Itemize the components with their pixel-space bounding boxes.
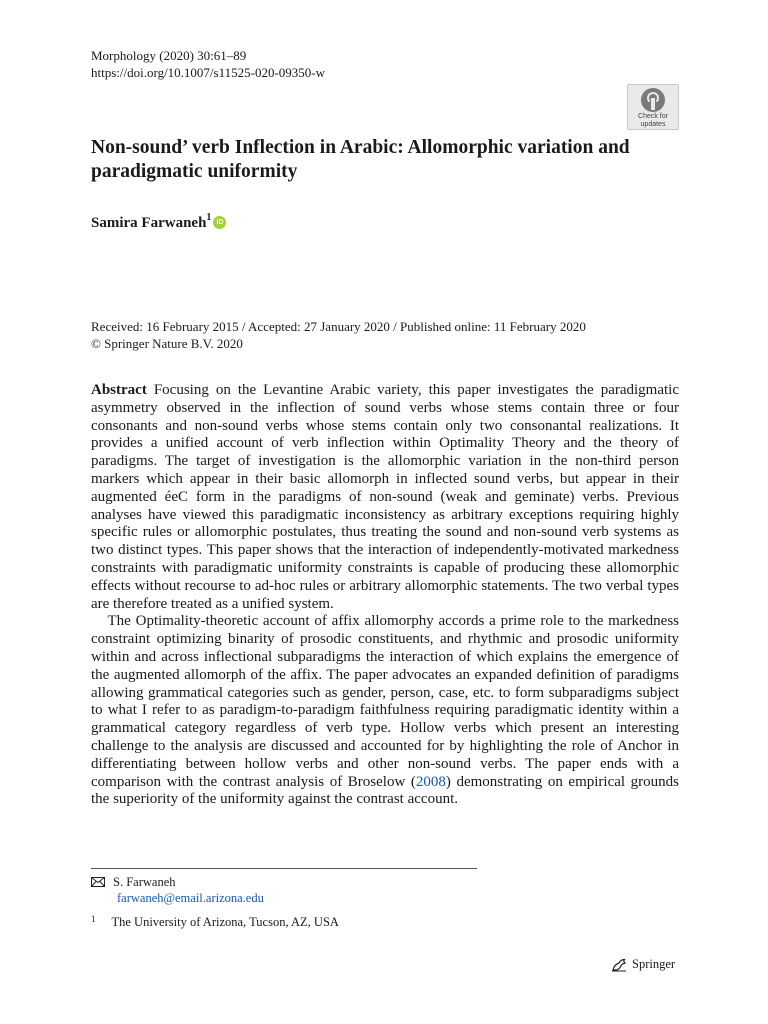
doi-link[interactable]: https://doi.org/10.1007/s11525-020-09350-w: [91, 65, 325, 80]
abstract-paragraph-1: [91, 382, 679, 613]
abstract-paragraph-2: [91, 613, 679, 809]
publisher-name: Springer: [632, 957, 676, 971]
orcid-icon[interactable]: [213, 216, 226, 229]
journal-header: [91, 47, 325, 81]
crossmark-badge[interactable]: [627, 84, 679, 130]
article-title: Non-sound’ verb Inflection in Arabic: Allomorphic variation and paradigmatic uniformity: [91, 137, 630, 182]
correspondent-name: S. Farwaneh: [113, 875, 176, 889]
email-link[interactable]: farwaneh@email.arizona.edu: [117, 891, 264, 905]
citation-link[interactable]: 2008: [415, 773, 446, 790]
affiliation-marker: 1: [206, 212, 212, 223]
abstract: [91, 382, 679, 809]
publisher-logo: [611, 957, 675, 972]
affiliation-footnote-marker: 1: [91, 914, 96, 924]
affiliation-text: The University of Arizona, Tucson, AZ, USA: [111, 915, 339, 929]
crossmark-label: [628, 113, 678, 128]
affiliation-footnote: [91, 914, 339, 930]
copyright-line: © Springer Nature B.V. 2020: [91, 336, 243, 351]
article-history: [91, 318, 586, 352]
abstract-label: Abstract: [91, 382, 147, 398]
springer-horse-icon: [611, 958, 627, 972]
crossmark-icon: [641, 88, 665, 112]
publication-dates: Received: 16 February 2015 / Accepted: 27 January 2020 / Published online: 11 February 2020: [91, 319, 586, 334]
footnote-divider: [91, 868, 477, 869]
author-name: Samira Farwaneh: [91, 215, 207, 231]
envelope-icon: [91, 877, 105, 887]
abstract-text-1: Focusing on the Levantine Arabic variety, this paper investigates the paradigmatic asymmetry observed in the inflection of sound verbs whose stems contain three or four consonants and non-sound verbs whose stems contain only two consonantal realizations. It provides a unified account of verb inflection within Optimality Theory and the theory of paradigms. The target of investigation is the allomorphic variation in the non-third person markers which appear in their basic allomorph in inflected sound verbs, but appear in their augmented éeC form in the paradigms of non-sound (weak and geminate) verbs. Previous analyses have viewed this paradigmatic inconsistency as arbitrary exceptions requiring highly specific rules or allomorphic postulates, thus treating the sound and non-sound verb systems as two distinct types. This paper shows that the interaction of independently-motivated markedness constraints with paradigmatic uniformity constraints is capable of producing these allomorphic effects without recourse to ad-hoc rules or arbitrary allomorphic statements. The two verbal types are therefore treated as a unified system.: [91, 382, 679, 612]
abstract-text-2b: ) demonstrating on empirical grounds the superiority of the uniformity against the contrast account.: [91, 773, 679, 808]
author-line: [91, 212, 226, 232]
journal-citation: Morphology (2020) 30:61–89: [91, 48, 247, 63]
abstract-text-2a: The Optimality-theoretic account of affix allomorphy accords a prime role to the markedness constraint optimizing binarity of prosodic constituents, and rhythmic and prosodic uniformity within and across inflectional subparadigms the interaction of which explains the emergence of the augmented allomorph of the affix. The paper advocates an expanded definition of paradigms allowing grammatical categories such as gender, person, case, etc. to form subparadigms subject to what I refer to as paradigm-to-paradigm faithfulness requiring paradigmatic identity within a grammatical category regardless of verb type. Hollow verbs which present an interesting challenge to the analysis are discussed and accounted for by highlighting the role of Anchor in differentiating between hollow verbs and other non-sound verbs. The paper ends with a comparison with the contrast analysis of Broselow (: [91, 613, 679, 790]
crossmark-label-line2: updates: [640, 120, 666, 128]
crossmark-label-line1: Check for: [638, 113, 668, 120]
correspondence: [91, 874, 264, 906]
